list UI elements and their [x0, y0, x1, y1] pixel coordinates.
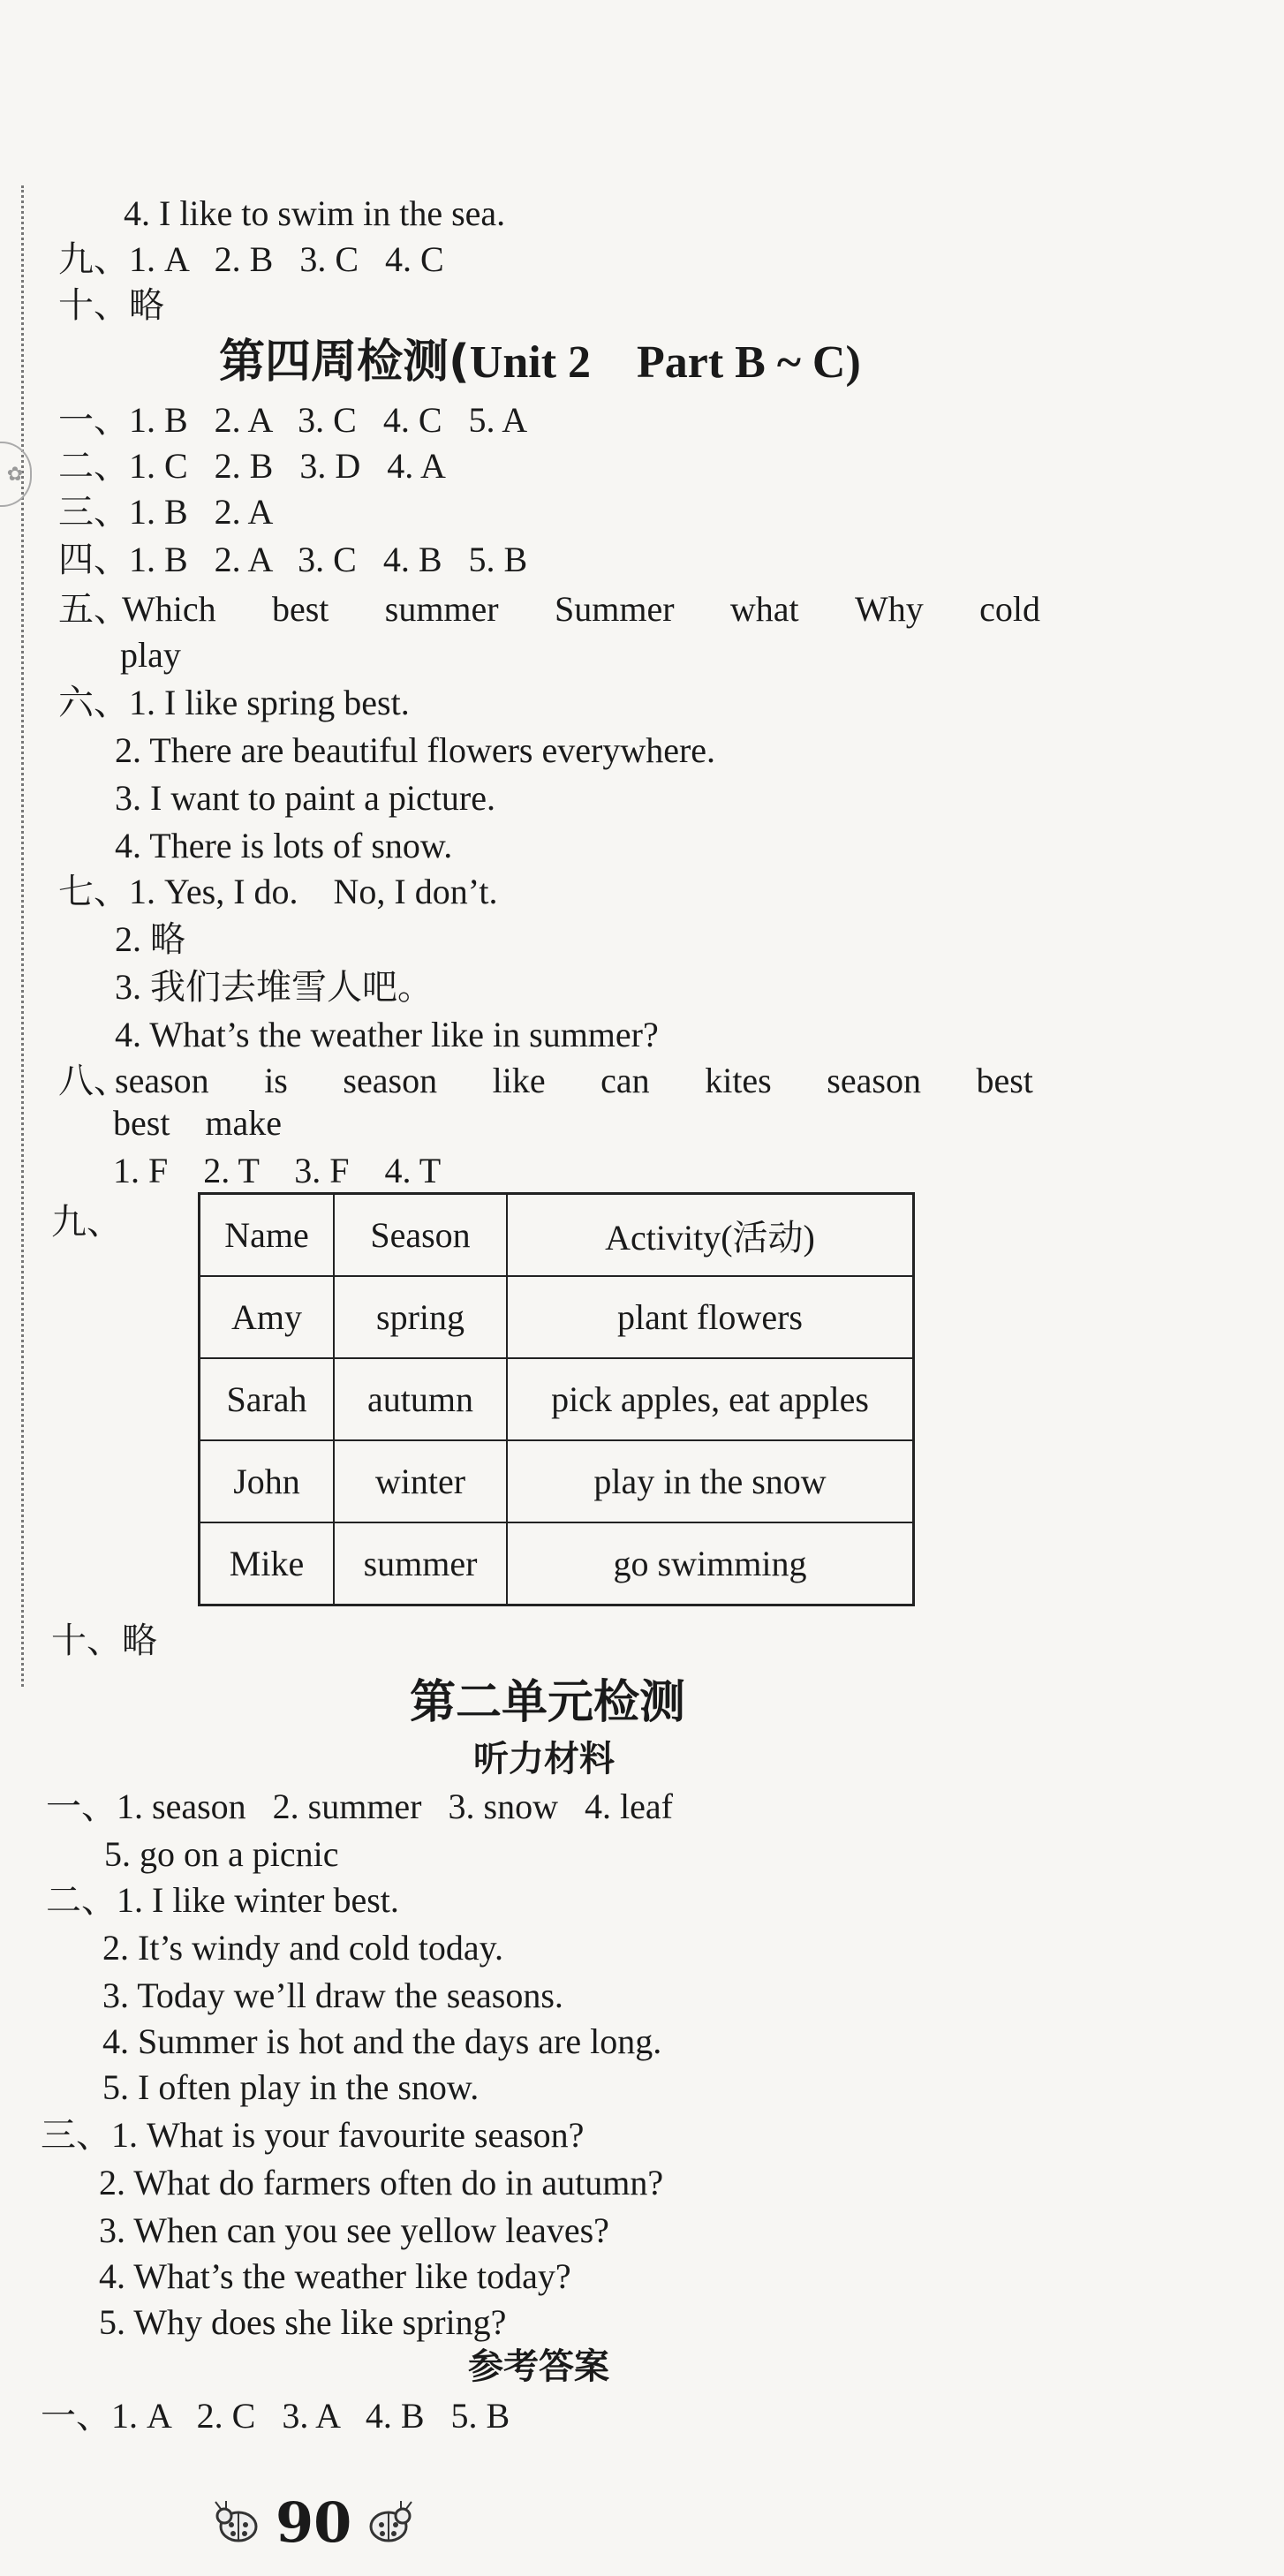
answer-line: 四、1. B 2. A 3. C 4. B 5. B — [58, 540, 528, 579]
word: Why — [854, 589, 924, 629]
heading-cn: 第四周检测( — [219, 336, 470, 389]
answer-line: play — [120, 635, 181, 675]
answer-line: 5. Why does she like spring? — [99, 2302, 507, 2342]
question-label: 五、 — [58, 589, 129, 629]
answer-line: 二、1. C 2. B 3. D 4. A — [58, 446, 446, 486]
table-header: Activity(活动) — [507, 1194, 914, 1277]
answer-line: 1. F 2. T 3. F 4. T — [113, 1151, 442, 1190]
section-heading — [219, 336, 861, 389]
answer-line: 5. go on a picnic — [104, 1834, 339, 1874]
answer-line: 2. 略 — [115, 919, 185, 959]
table-cell: Amy — [200, 1276, 335, 1358]
answer-line: 一、1. season 2. summer 3. snow 4. leaf — [46, 1787, 673, 1826]
table-cell: Sarah — [200, 1358, 335, 1440]
question-label: 八、 — [58, 1061, 129, 1100]
answers-heading: 参考答案 — [468, 2346, 609, 2387]
answer-line: 5. I often play in the snow. — [102, 2067, 480, 2107]
answer-line: 二、1. I like winter best. — [46, 1880, 399, 1920]
answer-line: 4. Summer is hot and the days are long. — [102, 2021, 662, 2061]
word-row — [115, 1063, 1033, 1099]
season-activity-table — [198, 1192, 915, 1606]
table-row — [200, 1440, 914, 1522]
word: best — [976, 1061, 1033, 1100]
word: kites — [705, 1061, 772, 1100]
answer-line: 2. It’s windy and cold today. — [102, 1928, 504, 1968]
word: what — [729, 589, 799, 629]
answer-line: 2. What do farmers often do in autumn? — [99, 2163, 664, 2202]
table-cell: autumn — [334, 1358, 507, 1440]
heading-en: Unit 2 Part B ~ C) — [469, 337, 861, 388]
table-cell: pick apples, eat apples — [507, 1358, 914, 1440]
table-cell: spring — [334, 1276, 507, 1358]
answer-line: 3. 我们去堆雪人吧。 — [115, 967, 433, 1007]
answer-line: 一、1. A 2. C 3. A 4. B 5. B — [41, 2396, 510, 2436]
answer-line: 三、1. B 2. A — [58, 492, 274, 532]
page-number-value: 90 — [276, 2490, 352, 2555]
word: season — [343, 1061, 438, 1100]
answer-line: 六、1. I like spring best. — [58, 683, 410, 722]
answer-line: 3. I want to paint a picture. — [115, 778, 495, 818]
word: Which — [122, 589, 216, 629]
word: best — [271, 589, 329, 629]
answer-line: 十、略 — [51, 1620, 157, 1660]
answer-line: 七、1. Yes, I do. No, I don’t. — [58, 872, 498, 911]
word: season — [827, 1061, 921, 1100]
word: is — [264, 1061, 288, 1100]
answer-line: 4. What’s the weather like in summer? — [115, 1015, 659, 1054]
table-header: Season — [334, 1194, 507, 1277]
word: can — [600, 1061, 650, 1100]
binding-dotted-line — [21, 185, 24, 1687]
table-cell: plant flowers — [507, 1276, 914, 1358]
answer-line: best make — [113, 1103, 283, 1143]
table-row — [200, 1276, 914, 1358]
answer-line: 3. When can you see yellow leaves? — [99, 2210, 609, 2250]
answer-line: 三、1. What is your favourite season? — [41, 2115, 585, 2155]
word: cold — [979, 589, 1040, 629]
table-cell: summer — [334, 1522, 507, 1605]
word: Summer — [554, 589, 675, 629]
answer-line: 2. There are beautiful flowers everywhere. — [115, 730, 716, 770]
section-heading: 第二单元检测 — [410, 1676, 686, 1729]
answer-line: 4. What’s the weather like today? — [99, 2256, 571, 2296]
table-row — [200, 1358, 914, 1440]
question-label: 九、 — [51, 1202, 122, 1242]
answer-line: 九、1. A 2. B 3. C 4. C — [58, 239, 444, 279]
page-number — [212, 2490, 415, 2555]
table-cell: winter — [334, 1440, 507, 1522]
table-cell: Mike — [200, 1522, 335, 1605]
word: summer — [384, 589, 499, 629]
answer-line: 4. There is lots of snow. — [115, 826, 453, 865]
ladybug-icon — [212, 2500, 263, 2546]
table-header: Name — [200, 1194, 335, 1277]
word: like — [492, 1061, 546, 1100]
answer-line: 一、1. B 2. A 3. C 4. C 5. A — [58, 400, 528, 440]
word-row — [122, 589, 1040, 629]
answer-line: 十、略 — [58, 285, 164, 325]
table-cell: go swimming — [507, 1522, 914, 1605]
listening-heading: 听力材料 — [473, 1739, 615, 1779]
table-cell: play in the snow — [507, 1440, 914, 1522]
answer-line: 3. Today we’ll draw the seasons. — [102, 1975, 563, 2015]
ladybug-icon — [364, 2500, 415, 2546]
answer-line: 4. I like to swim in the sea. — [124, 193, 506, 233]
table-row — [200, 1522, 914, 1605]
table-header-row — [200, 1194, 914, 1277]
binding-hole-icon: ✿ — [0, 442, 32, 507]
table-cell: John — [200, 1440, 335, 1522]
word: season — [115, 1061, 209, 1100]
